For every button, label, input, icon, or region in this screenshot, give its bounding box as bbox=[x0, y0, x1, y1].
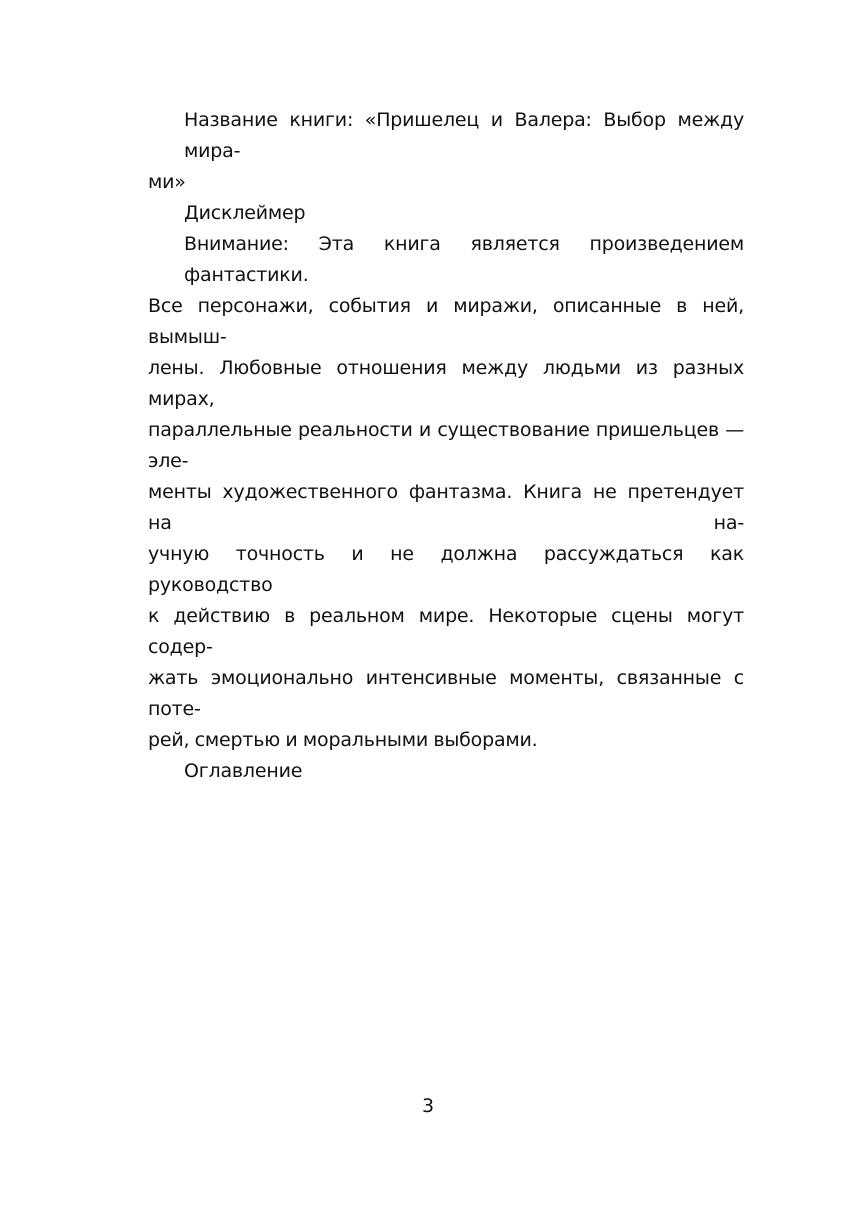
disclaimer-line-6: учную точность и не должна рассуждаться как руководство bbox=[148, 543, 744, 596]
disclaimer-line-8: жать эмоционально интенсивные моменты, связанные с поте- bbox=[148, 667, 744, 720]
book-title-line-1: Название книги: «Пришелец и Валера: Выбор между мира- bbox=[184, 109, 744, 162]
disclaimer-line-2: Все персонажи, события и миражи, описанные в ней, вымыш- bbox=[148, 295, 744, 348]
disclaimer-line-7: к действию в реальном мире. Некоторые сцены могут содер- bbox=[148, 605, 744, 658]
book-title-line-2: ми» bbox=[148, 171, 186, 193]
disclaimer-line-1: Внимание: Эта книга является произведением фантастики. bbox=[184, 233, 744, 286]
toc-heading: Оглавление bbox=[184, 760, 303, 782]
disclaimer-heading: Дисклеймер bbox=[184, 202, 306, 224]
book-title-paragraph bbox=[148, 105, 744, 198]
body-text bbox=[148, 105, 744, 787]
page-number: 3 bbox=[421, 1095, 435, 1117]
disclaimer-line-3: лены. Любовные отношения между людьми из разных мирах, bbox=[148, 357, 744, 410]
disclaimer-line-9: рей, смертью и моральными выборами. bbox=[148, 729, 538, 751]
disclaimer-line-4: параллельные реальности и существование пришельцев — эле- bbox=[148, 419, 744, 472]
disclaimer-paragraph bbox=[148, 229, 744, 756]
disclaimer-line-5: менты художественного фантазма. Книга не претендует на на- bbox=[148, 481, 744, 534]
